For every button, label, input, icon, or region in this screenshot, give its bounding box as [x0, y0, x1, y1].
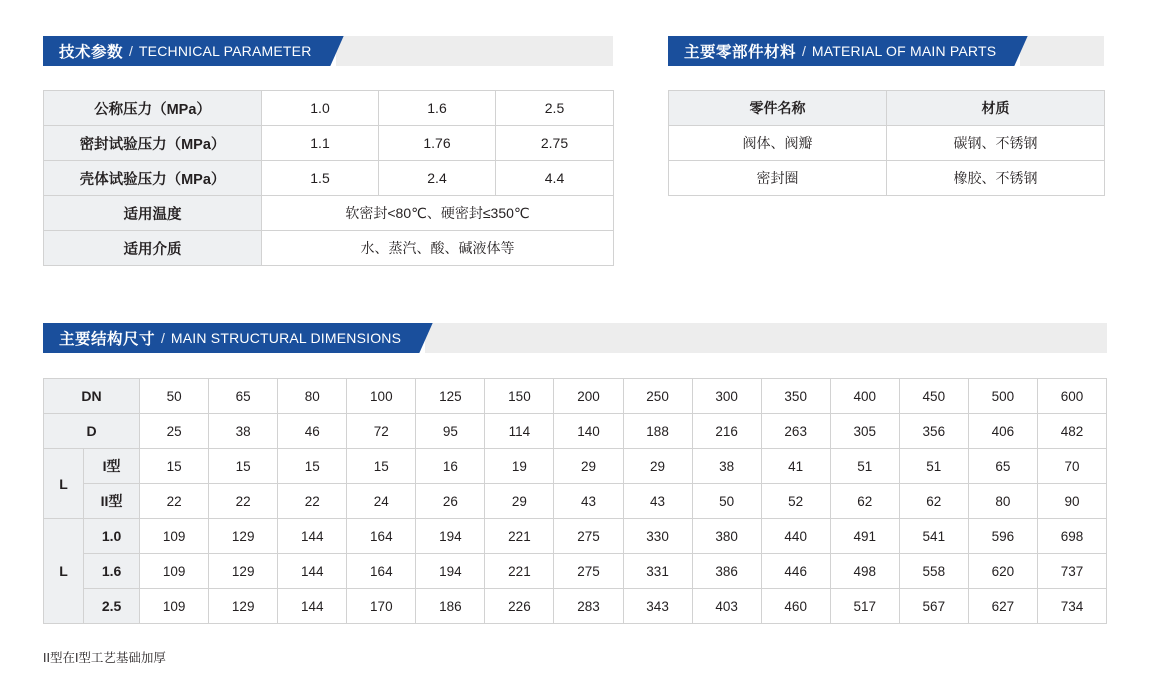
dim-d-7: 188	[623, 414, 692, 449]
dim-d-5: 114	[485, 414, 554, 449]
dim-label-d: D	[44, 414, 140, 449]
tech-row-label-2: 壳体试验压力（MPa）	[44, 161, 262, 196]
dim-l16-0: 109	[140, 554, 209, 589]
dim-l16-13: 737	[1037, 554, 1106, 589]
dim-dn-2: 80	[278, 379, 347, 414]
dim-dn-7: 250	[623, 379, 692, 414]
dim-d-10: 305	[830, 414, 899, 449]
dim-l1-4: 16	[416, 449, 485, 484]
dim-dn-3: 100	[347, 379, 416, 414]
tech-cell-0-1: 1.6	[379, 91, 496, 126]
dim-d-9: 263	[761, 414, 830, 449]
dim-l10-3: 164	[347, 519, 416, 554]
table-row	[44, 126, 614, 161]
section-header-technical	[43, 36, 613, 66]
dim-l2-0: 22	[140, 484, 209, 519]
dim-l16-3: 164	[347, 554, 416, 589]
dim-label-l-16: 1.6	[84, 554, 140, 589]
dim-l10-2: 144	[278, 519, 347, 554]
dim-l2-9: 52	[761, 484, 830, 519]
dim-label-dn: DN	[44, 379, 140, 414]
table-row	[44, 449, 1107, 484]
material-cell-0-0: 阀体、阀瓣	[669, 126, 887, 161]
dim-l2-10: 62	[830, 484, 899, 519]
dim-l1-9: 41	[761, 449, 830, 484]
dim-l25-3: 170	[347, 589, 416, 624]
dim-l2-12: 80	[968, 484, 1037, 519]
section-header-technical-title-en: TECHNICAL PARAMETER	[138, 43, 312, 59]
dim-l16-11: 558	[899, 554, 968, 589]
dim-l25-5: 226	[485, 589, 554, 624]
dim-l10-9: 440	[761, 519, 830, 554]
section-header-material-slash: /	[802, 43, 806, 59]
tech-cell-0-2: 2.5	[496, 91, 614, 126]
dim-d-0: 25	[140, 414, 209, 449]
dim-l2-4: 26	[416, 484, 485, 519]
section-header-dimensions	[43, 323, 1107, 353]
dim-d-12: 406	[968, 414, 1037, 449]
dim-l25-10: 517	[830, 589, 899, 624]
dim-l1-5: 19	[485, 449, 554, 484]
dim-label-l-type2: II型	[84, 484, 140, 519]
tech-row-label-0: 公称压力（MPa）	[44, 91, 262, 126]
dim-d-11: 356	[899, 414, 968, 449]
dim-d-8: 216	[692, 414, 761, 449]
dim-dn-6: 200	[554, 379, 623, 414]
section-header-dimensions-bar	[43, 323, 415, 353]
dim-l2-2: 22	[278, 484, 347, 519]
dim-l10-8: 380	[692, 519, 761, 554]
dim-d-2: 46	[278, 414, 347, 449]
tech-row-label-1: 密封试验压力（MPa）	[44, 126, 262, 161]
dim-l25-2: 144	[278, 589, 347, 624]
table-row	[44, 554, 1107, 589]
table-row	[44, 91, 614, 126]
section-header-dimensions-title-en: MAIN STRUCTURAL DIMENSIONS	[170, 330, 402, 346]
dim-l25-7: 343	[623, 589, 692, 624]
dim-l10-5: 221	[485, 519, 554, 554]
dim-dn-8: 300	[692, 379, 761, 414]
dim-d-3: 72	[347, 414, 416, 449]
dim-l25-0: 109	[140, 589, 209, 624]
dim-l16-10: 498	[830, 554, 899, 589]
tech-cell-4-0: 水、蒸汽、酸、碱液体等	[262, 231, 614, 266]
material-header-0: 零件名称	[669, 91, 887, 126]
dim-l1-6: 29	[554, 449, 623, 484]
tech-cell-2-2: 4.4	[496, 161, 614, 196]
dim-l10-0: 109	[140, 519, 209, 554]
dim-l25-1: 129	[209, 589, 278, 624]
section-header-material-title-cn: 主要零部件材料	[684, 44, 797, 61]
section-header-dimensions-tail	[425, 323, 1107, 353]
dim-l10-4: 194	[416, 519, 485, 554]
table-row	[44, 484, 1107, 519]
dim-label-l-group2: L	[44, 519, 84, 624]
section-header-material-bar	[668, 36, 1010, 66]
dim-dn-5: 150	[485, 379, 554, 414]
material-cell-1-1: 橡胶、不锈钢	[887, 161, 1105, 196]
section-header-dimensions-slash: /	[161, 330, 165, 346]
dim-l2-6: 43	[554, 484, 623, 519]
dim-l16-1: 129	[209, 554, 278, 589]
dim-l16-8: 386	[692, 554, 761, 589]
dim-label-l-group1: L	[44, 449, 84, 519]
table-row	[44, 589, 1107, 624]
dim-dn-9: 350	[761, 379, 830, 414]
dim-l2-11: 62	[899, 484, 968, 519]
tech-cell-1-1: 1.76	[379, 126, 496, 161]
dim-l1-0: 15	[140, 449, 209, 484]
dim-l1-8: 38	[692, 449, 761, 484]
tech-cell-3-0: 软密封<80℃、硬密封≤350℃	[262, 196, 614, 231]
table-row	[44, 519, 1107, 554]
dim-l10-12: 596	[968, 519, 1037, 554]
table-row	[669, 161, 1105, 196]
dim-label-l-type1: I型	[84, 449, 140, 484]
dim-l1-3: 15	[347, 449, 416, 484]
dim-d-1: 38	[209, 414, 278, 449]
section-header-material	[668, 36, 1104, 66]
technical-parameter-table	[43, 90, 614, 266]
dim-l16-9: 446	[761, 554, 830, 589]
dim-label-l-25: 2.5	[84, 589, 140, 624]
material-table	[668, 90, 1105, 196]
dim-l2-5: 29	[485, 484, 554, 519]
dim-l10-1: 129	[209, 519, 278, 554]
section-header-technical-bar	[43, 36, 326, 66]
dim-l2-3: 24	[347, 484, 416, 519]
dim-l1-10: 51	[830, 449, 899, 484]
dim-dn-1: 65	[209, 379, 278, 414]
section-header-material-title-en: MATERIAL OF MAIN PARTS	[811, 43, 997, 59]
dim-l2-8: 50	[692, 484, 761, 519]
table-header-row	[44, 379, 1107, 414]
dim-d-4: 95	[416, 414, 485, 449]
dim-l10-10: 491	[830, 519, 899, 554]
dim-l10-11: 541	[899, 519, 968, 554]
dim-l16-7: 331	[623, 554, 692, 589]
dim-l16-6: 275	[554, 554, 623, 589]
dim-l25-4: 186	[416, 589, 485, 624]
dim-l2-13: 90	[1037, 484, 1106, 519]
dim-dn-11: 450	[899, 379, 968, 414]
table-row	[44, 231, 614, 266]
dimensions-table	[43, 378, 1107, 624]
dim-l10-7: 330	[623, 519, 692, 554]
dim-dn-4: 125	[416, 379, 485, 414]
table-row	[669, 126, 1105, 161]
section-header-technical-tail	[336, 36, 613, 66]
dim-l10-13: 698	[1037, 519, 1106, 554]
tech-cell-1-0: 1.1	[262, 126, 379, 161]
dim-d-13: 482	[1037, 414, 1106, 449]
dim-dn-13: 600	[1037, 379, 1106, 414]
dim-l1-12: 65	[968, 449, 1037, 484]
material-cell-1-0: 密封圈	[669, 161, 887, 196]
dim-dn-0: 50	[140, 379, 209, 414]
dim-l1-11: 51	[899, 449, 968, 484]
dim-l1-7: 29	[623, 449, 692, 484]
tech-cell-2-1: 2.4	[379, 161, 496, 196]
dim-l16-4: 194	[416, 554, 485, 589]
dim-l1-13: 70	[1037, 449, 1106, 484]
dim-l25-9: 460	[761, 589, 830, 624]
dim-l16-5: 221	[485, 554, 554, 589]
section-header-technical-title-cn: 技术参数	[59, 44, 124, 61]
dim-dn-10: 400	[830, 379, 899, 414]
tech-row-label-4: 适用介质	[44, 231, 262, 266]
table-row	[44, 196, 614, 231]
dim-d-6: 140	[554, 414, 623, 449]
table-row	[44, 161, 614, 196]
dim-dn-12: 500	[968, 379, 1037, 414]
tech-cell-1-2: 2.75	[496, 126, 614, 161]
dim-l16-2: 144	[278, 554, 347, 589]
tech-cell-2-0: 1.5	[262, 161, 379, 196]
dim-l25-11: 567	[899, 589, 968, 624]
dim-l25-8: 403	[692, 589, 761, 624]
section-header-dimensions-title-cn: 主要结构尺寸	[59, 331, 156, 348]
dim-l25-12: 627	[968, 589, 1037, 624]
dim-l16-12: 620	[968, 554, 1037, 589]
dimensions-note: II型在I型工艺基础加厚	[43, 651, 166, 665]
material-header-1: 材质	[887, 91, 1105, 126]
material-cell-0-1: 碳钢、不锈钢	[887, 126, 1105, 161]
dim-l10-6: 275	[554, 519, 623, 554]
tech-row-label-3: 适用温度	[44, 196, 262, 231]
dim-l2-1: 22	[209, 484, 278, 519]
section-header-technical-slash: /	[129, 43, 133, 59]
dim-l2-7: 43	[623, 484, 692, 519]
section-header-material-tail	[1020, 36, 1104, 66]
table-row	[44, 414, 1107, 449]
dim-l1-2: 15	[278, 449, 347, 484]
dim-l25-13: 734	[1037, 589, 1106, 624]
dim-l25-6: 283	[554, 589, 623, 624]
dim-l1-1: 15	[209, 449, 278, 484]
dim-label-l-10: 1.0	[84, 519, 140, 554]
tech-cell-0-0: 1.0	[262, 91, 379, 126]
table-header-row	[669, 91, 1105, 126]
